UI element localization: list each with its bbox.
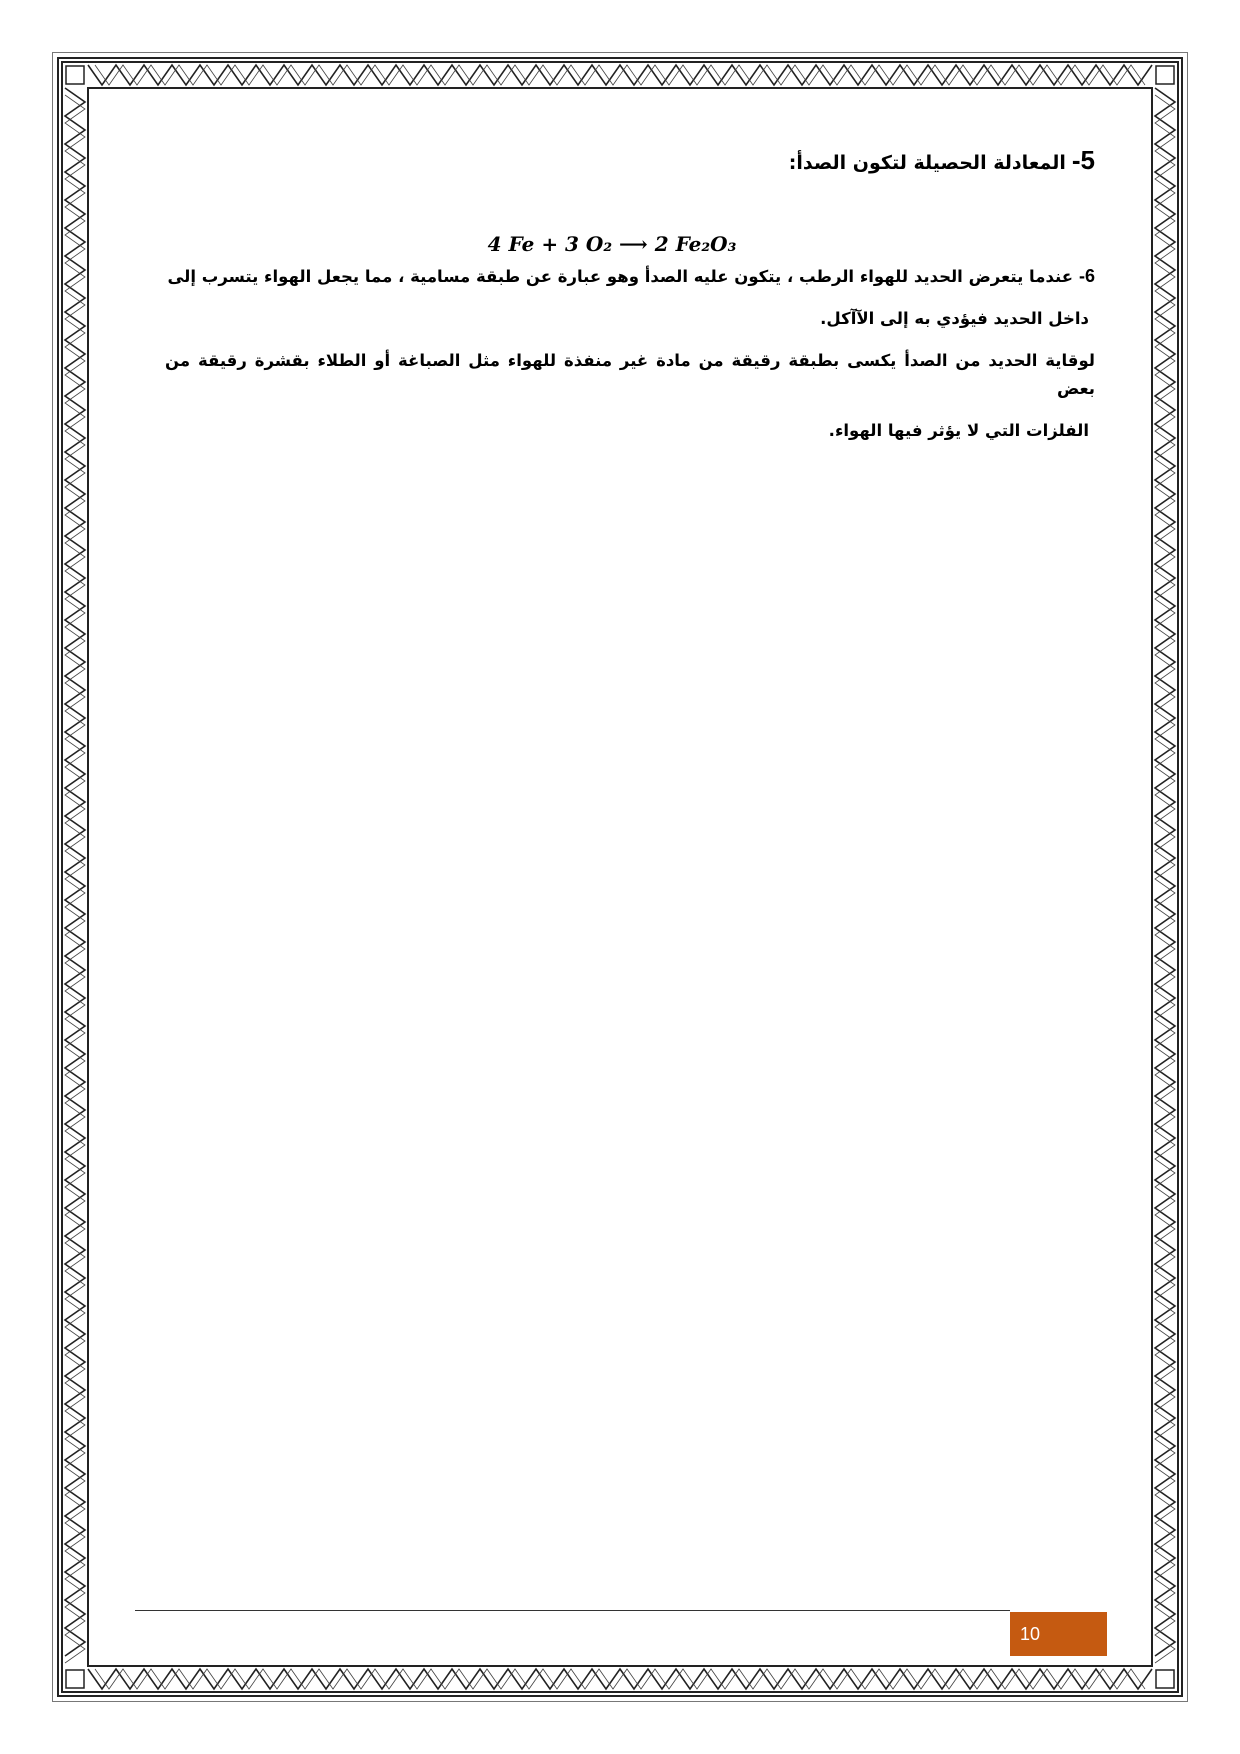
section-5-heading [165, 145, 1095, 176]
protection-continuation: الفلزات التي لا يؤثر فيها الهواء. [828, 421, 1089, 440]
section-5-text: المعادلة الحصيلة لتكون الصدأ: [788, 152, 1066, 174]
section-6-number: 6- [1078, 266, 1095, 286]
page-number-badge: 10 [1010, 1612, 1107, 1656]
document-body [165, 145, 1095, 445]
footer-rule [135, 1610, 1010, 1611]
section-6-text: عندما يتعرض الحديد للهواء الرطب ، يتكون عليه الصدأ وهو عبارة عن طبقة مسامية ، مما يجعل الهواء يتسرب إلى [167, 267, 1073, 286]
rust-equation: 4 Fe + 3 O₂ ⟶ 2 Fe₂O₃ [487, 232, 737, 256]
section-6-paragraph [165, 262, 1095, 291]
protection-paragraph: لوقاية الحديد من الصدأ يكسى بطبقة رقيقة من مادة غير منفذة للهواء مثل الصباغة أو الطلاء بقشرة رقيقة من بعض [165, 351, 1095, 398]
section-5-number: 5- [1071, 145, 1095, 175]
section-6-continuation: داخل الحديد فيؤدي به إلى الآآكل. [820, 309, 1089, 328]
